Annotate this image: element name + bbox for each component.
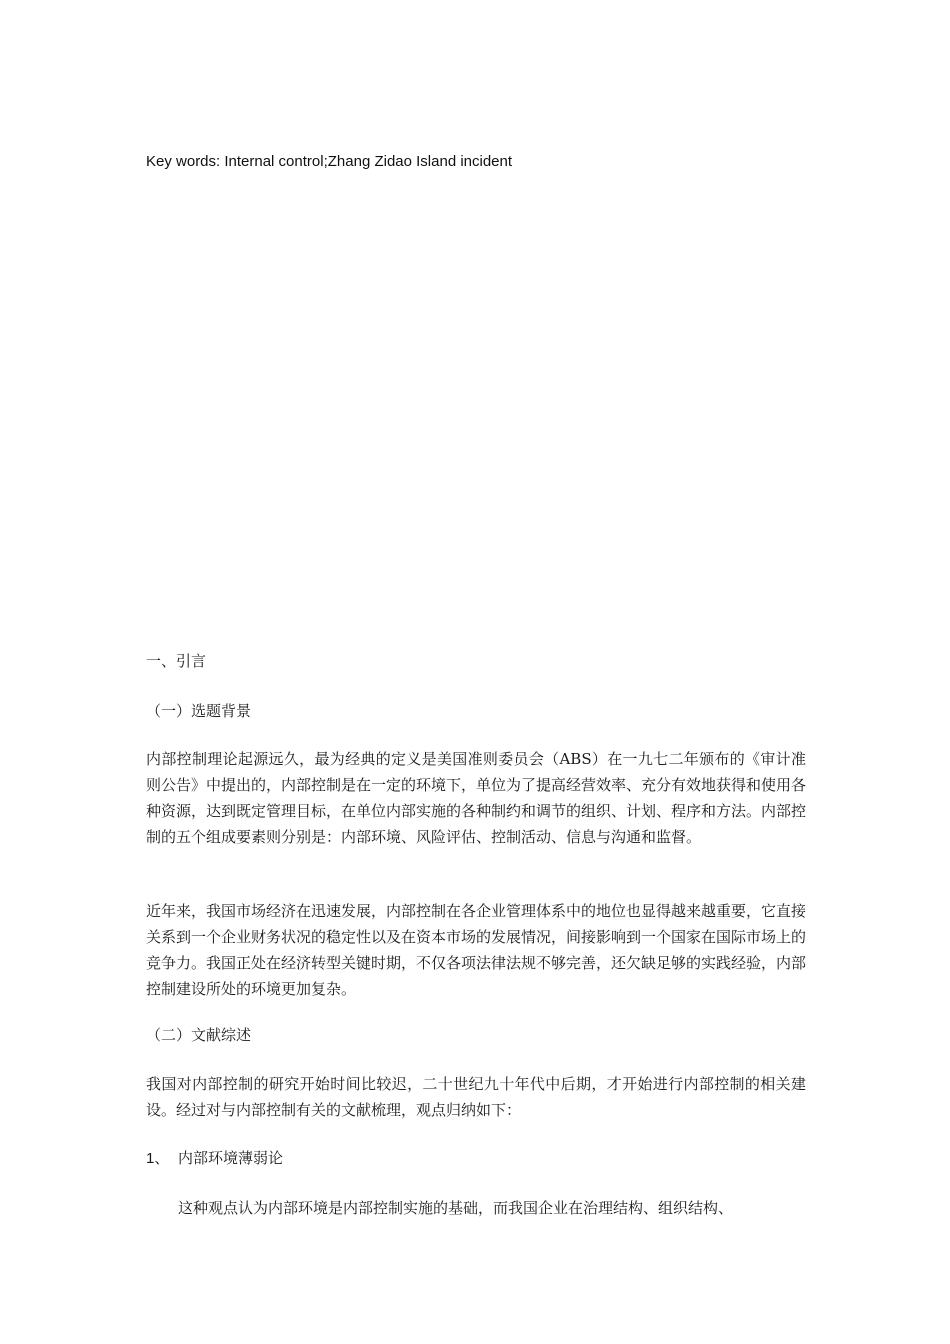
paragraph-recent-years: 近年来，我国市场经济在迅速发展，内部控制在各企业管理体系中的地位也显得越来越重要，它直接关系到一个企业财务状况的稳定性以及在资本市场的发展情况，间接影响到一个国家在国际市场上的竞争力。我国正处在经济转型关键时期，不仅各项法律法规不够完善，还欠缺足够的实践经验，内部控制建设所处的环境更加复杂。 <box>146 902 807 998</box>
paragraph-internal-environment: 这种观点认为内部环境是内部控制实施的基础，而我国企业在治理结构、组织结构、 <box>178 1199 734 1217</box>
paragraph-definition: 内部控制理论起源远久，最为经典的定义是美国准则委员会（ABS）在一九七二年颁布的《审计准则公告》中提出的，内部控制是在一定的环境下，单位为了提高经营效率、充分有效地获得和使用各种资源，达到既定管理目标，在单位内部实施的各种制约和调节的组织、计划、程序和方法。内部控制的五个组成要素则分别是：内部环境、风险评估、控制活动、信息与沟通和监督。 <box>146 750 807 846</box>
subsection-title-literature: （二）文献综述 <box>146 1026 252 1044</box>
list-item-number: 1、 <box>146 1150 170 1167</box>
paragraph-research-overview: 我国对内部控制的研究开始时间比较迟，二十世纪九十年代中后期，才开始进行内部控制的相关建设。经过对与内部控制有关的文献梳理，观点归纳如下： <box>146 1075 806 1119</box>
section-title-introduction: 一、引言 <box>146 652 207 670</box>
subsection-title-background: （一）选题背景 <box>146 702 252 720</box>
list-item-title: 内部环境薄弱论 <box>178 1149 284 1167</box>
list-item-1 <box>146 1145 283 1172</box>
keywords-line: Key words: Internal control;Zhang Zidao Island incident <box>146 153 513 170</box>
